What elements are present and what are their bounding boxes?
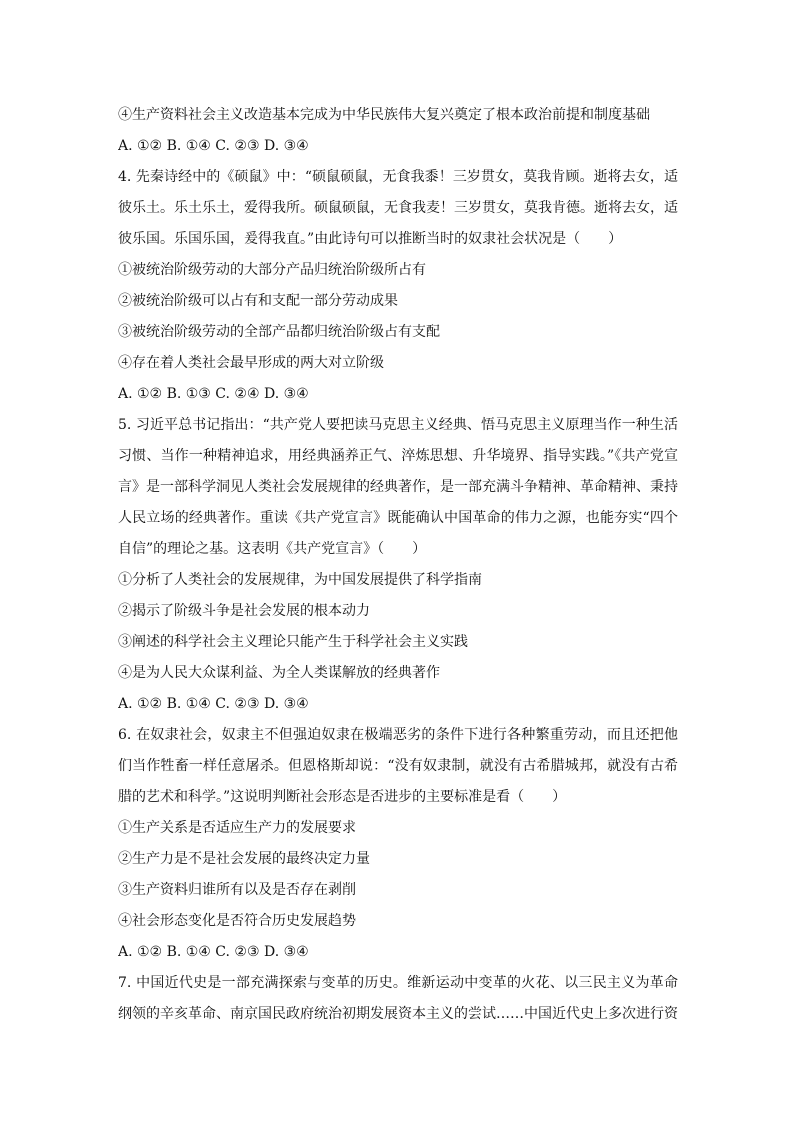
q6-stem: 6. 在奴隶社会，奴隶主不但强迫奴隶在极端恶劣的条件下进行各种繁重劳动，而且还把他们当作牲畜一样任意屠杀。但恩格斯却说：“没有奴隶制，就没有古希腊城邦，就没有古希腊的艺术和科学。”这说明判断社会形态是否进步的主要标准是看（ ） — [118, 727, 678, 805]
q4-stem: 4. 先秦诗经中的《硕鼠》中：“硕鼠硕鼠，无食我黍！三岁贯女，莫我肯顾。逝将去女，适彼乐土。乐土乐土，爱得我所。硕鼠硕鼠，无食我麦！三岁贯女，莫我肯德。逝将去女，适彼乐国。乐国乐国，爰得我直。”由此诗句可以推断当时的奴隶社会状况是（ ） — [118, 169, 678, 247]
q5-stem: 5. 习近平总书记指出：“共产党人要把读马克思主义经典、悟马克思主义原理当作一种生活习惯、当作一种精神追求，用经典涵养正气、淬炼思想、升华境界、指导实践。”《共产党宣言》是一部科学洞见人类社会发展规律的经典著作，是一部充满斗争精神、革命精神、秉持人民立场的经典著作。重读《共产党宣言》既能确认中国革命的伟力之源，也能夯实“四个自信”的理论之基。这表明《共产党宣言》（ ） — [118, 417, 678, 557]
q5-option-4: ④是为人民大众谋利益、为全人类谋解放的经典著作 — [118, 665, 440, 681]
q4-option-1: ①被统治阶级劳动的大部分产品归统治阶级所占有 — [118, 262, 426, 278]
q6-option-3: ③生产资料归谁所有以及是否存在剥削 — [118, 882, 356, 898]
q4-option-2: ②被统治阶级可以占有和支配一部分劳动成果 — [118, 293, 398, 309]
q4-option-3: ③被统治阶级劳动的全部产品都归统治阶级占有支配 — [118, 324, 440, 340]
q5-option-2: ②揭示了阶级斗争是社会发展的根本动力 — [118, 603, 370, 619]
q5-choices: A. ①② B. ①④ C. ②③ D. ③④ — [118, 696, 309, 712]
q4-option-4: ④存在着人类社会最早形成的两大对立阶级 — [118, 355, 384, 371]
q6-option-1: ①生产关系是否适应生产力的发展要求 — [118, 820, 356, 836]
q5-option-3: ③阐述的科学社会主义理论只能产生于科学社会主义实践 — [118, 634, 468, 650]
q3-choices: A. ①② B. ①④ C. ②③ D. ③④ — [118, 138, 309, 154]
q5-option-1: ①分析了人类社会的发展规律，为中国发展提供了科学指南 — [118, 572, 482, 588]
q3-option-4: ④生产资料社会主义改造基本完成为中华民族伟大复兴奠定了根本政治前提和制度基础 — [118, 107, 650, 123]
q6-choices: A. ①② B. ①④ C. ②③ D. ③④ — [118, 944, 309, 960]
exam-page — [118, 100, 678, 1030]
q6-option-2: ②生产力是不是社会发展的最终决定力量 — [118, 851, 370, 867]
q6-option-4: ④社会形态变化是否符合历史发展趋势 — [118, 913, 356, 929]
q7-stem: 7. 中国近代史是一部充满探索与变革的历史。维新运动中变革的火花、以三民主义为革命纲领的辛亥革命、南京国民政府统治初期发展资本主义的尝试……中国近代史上多次进行资 — [118, 975, 678, 1022]
q4-choices: A. ①② B. ①③ C. ②④ D. ③④ — [118, 386, 309, 402]
